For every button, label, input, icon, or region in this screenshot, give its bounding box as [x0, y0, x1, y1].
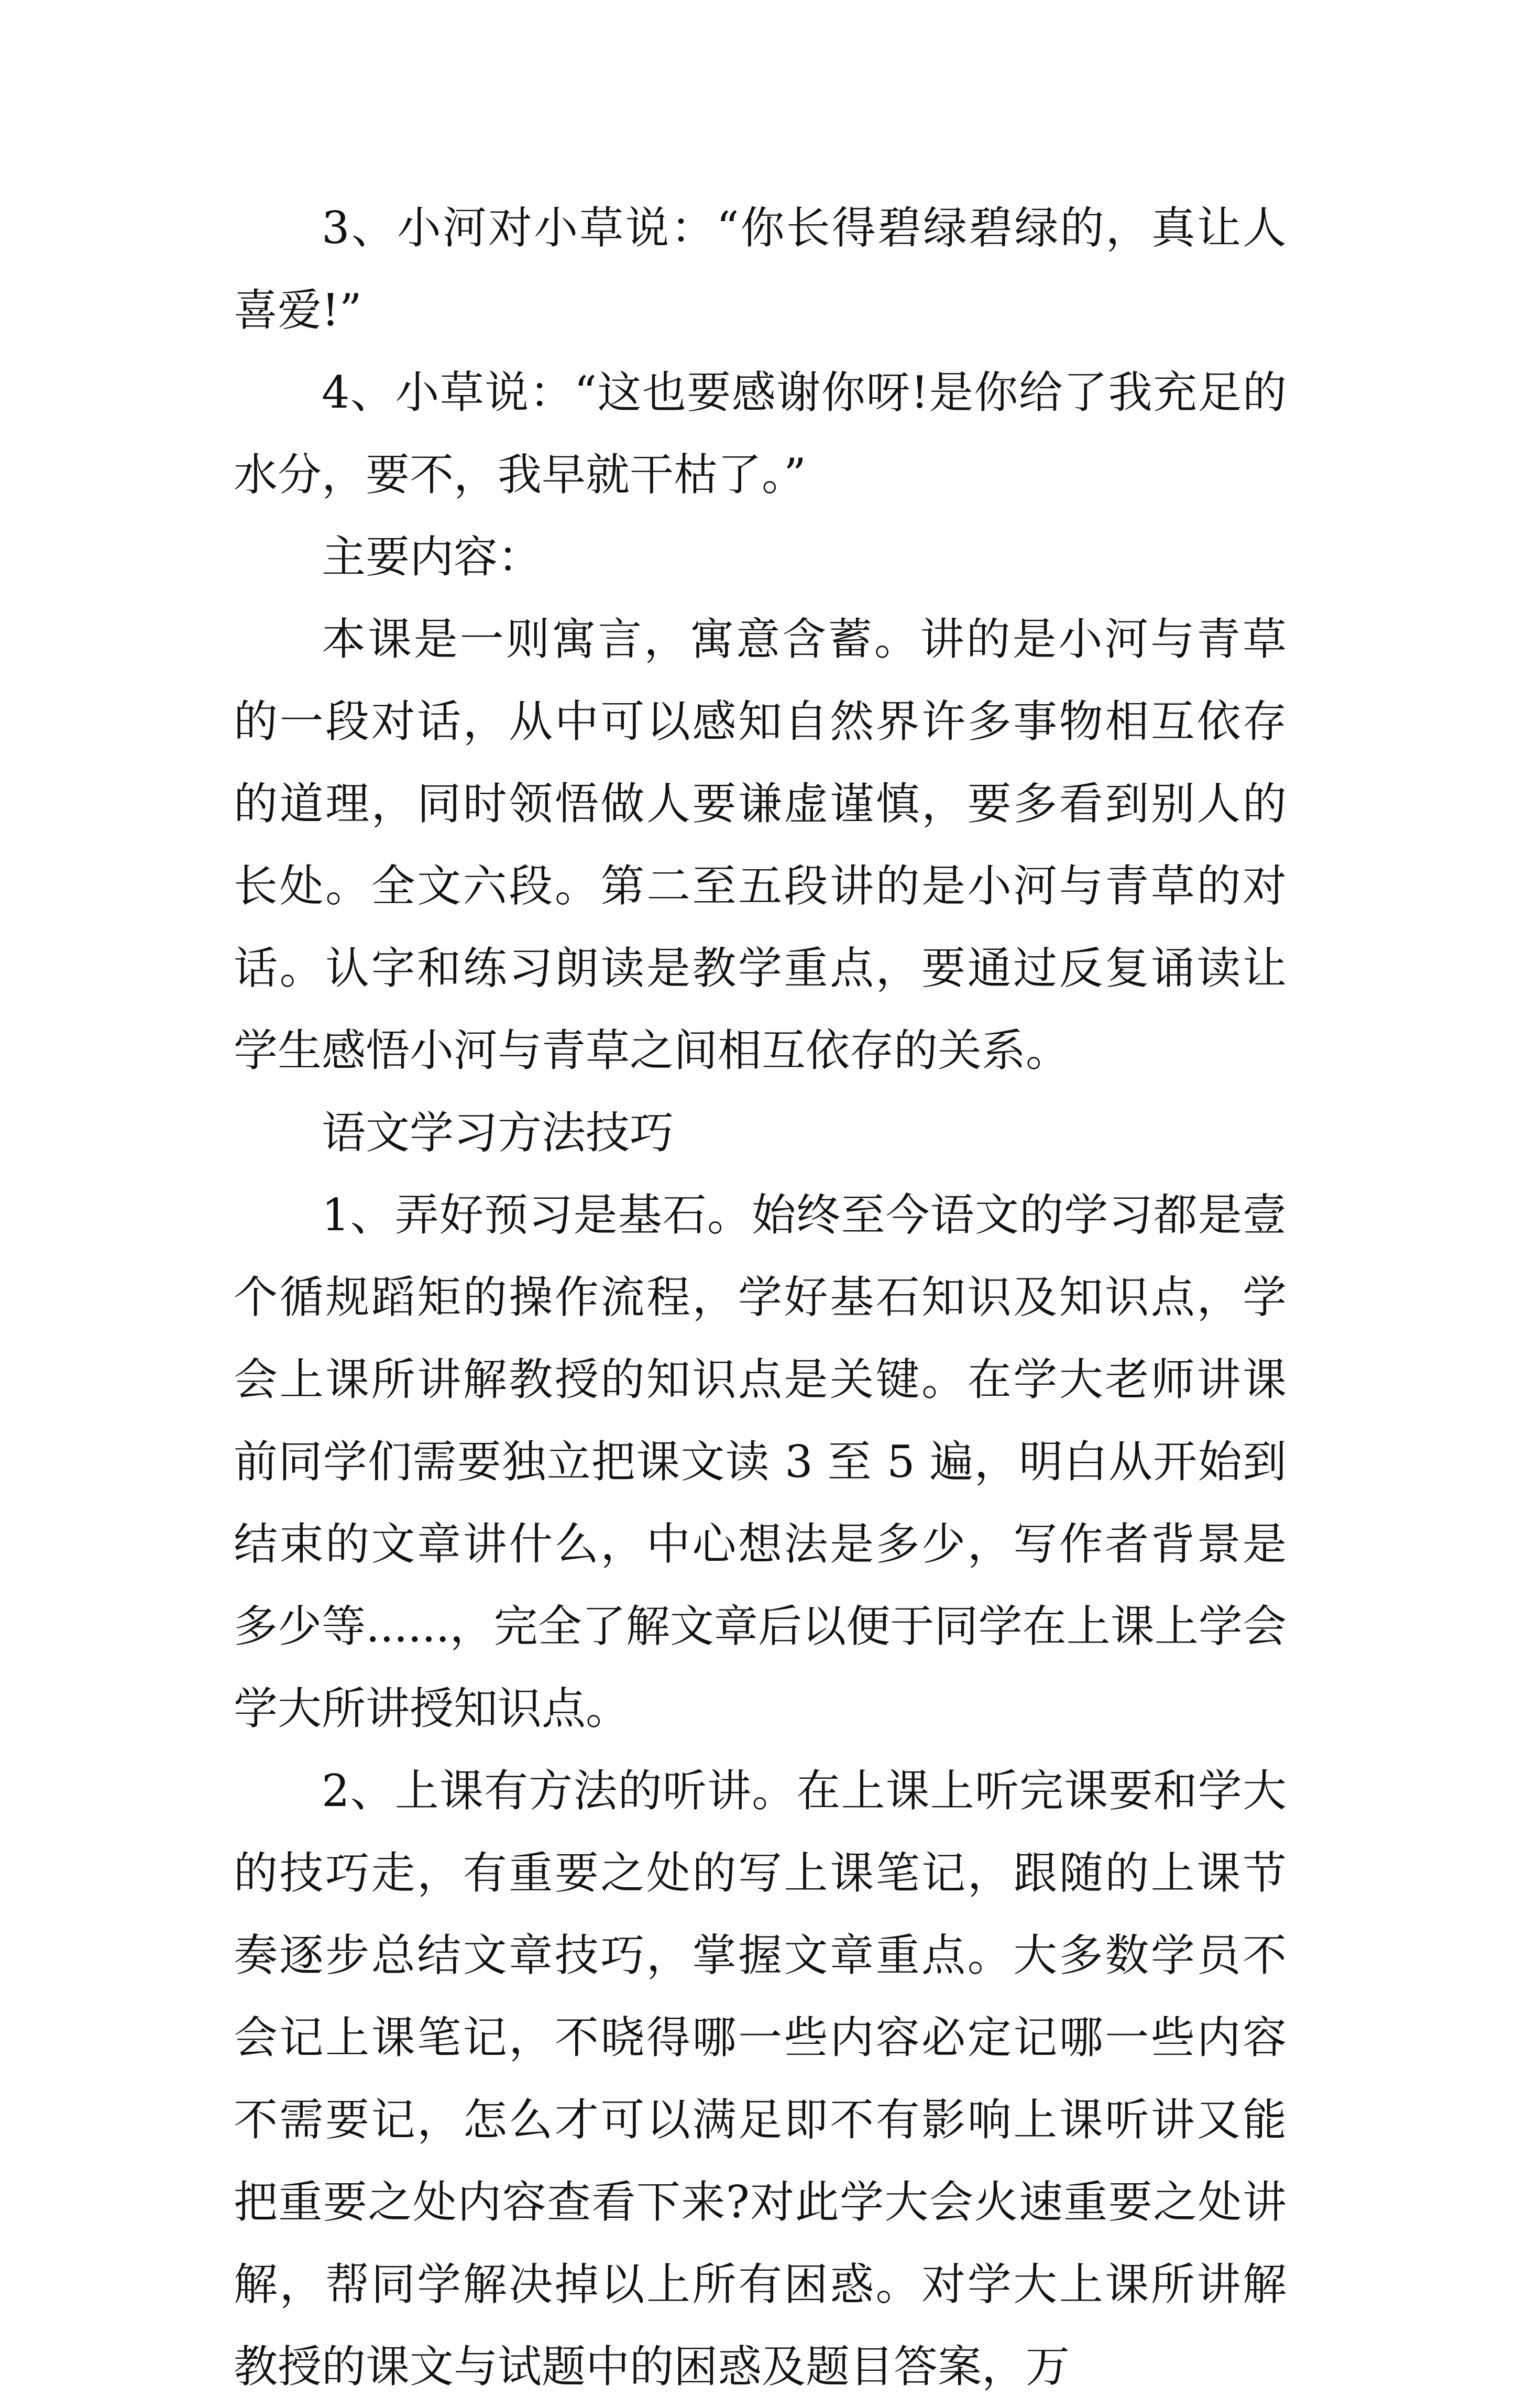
paragraph-dialogue-3: 3、小河对小草说：“你长得碧绿碧绿的，真让人喜爱!”: [234, 202, 1287, 336]
heading-main-content: 主要内容：: [322, 531, 542, 583]
document-body: [234, 187, 1287, 2408]
paragraph-method-2: 2、上课有方法的听讲。在上课上听完课要和学大的技巧走，有重要之处的写上课笔记，跟随的上课节奏逐步总结文章技巧，掌握文章重点。大多数学员不会记上课笔记，不晓得哪一些内容必定记哪一些内容不需要记，怎么才可以满足即不有影响上课听讲又能把重要之处内容查看下来?对此学大会火速重要之处讲解，帮同学解决掉以上所有困惑。对学大上课所讲解教授的课文与试题中的困惑及题目答案，万: [234, 1765, 1287, 2392]
paragraph-dialogue-4: 4、小草说：“这也要感谢你呀!是你给了我充足的水分，要不，我早就干枯了。”: [234, 367, 1287, 500]
paragraph-method-1: 1、弄好预习是基石。始终至今语文的学习都是壹个循规蹈矩的操作流程，学好基石知识及知识点，学会上课所讲解教授的知识点是关键。在学大老师讲课前同学们需要独立把课文读 3 至 5 遍，明白从开始到结束的文章讲什么，中心想法是多少，写作者背景是多少等......，完全了解文章后以便于同学在上课上学会学大所讲授知识点。: [234, 1189, 1287, 1734]
heading-study-methods: 语文学习方法技巧: [322, 1107, 674, 1158]
paragraph-main-content: 本课是一则寓言，寓意含蓄。讲的是小河与青草的一段对话，从中可以感知自然界许多事物相互依存的道理，同时领悟做人要谦虚谨慎，要多看到别人的长处。全文六段。第二至五段讲的是小河与青草的对话。认字和练习朗读是教学重点，要通过反复诵读让学生感悟小河与青草之间相互依存的关系。: [234, 614, 1287, 1076]
